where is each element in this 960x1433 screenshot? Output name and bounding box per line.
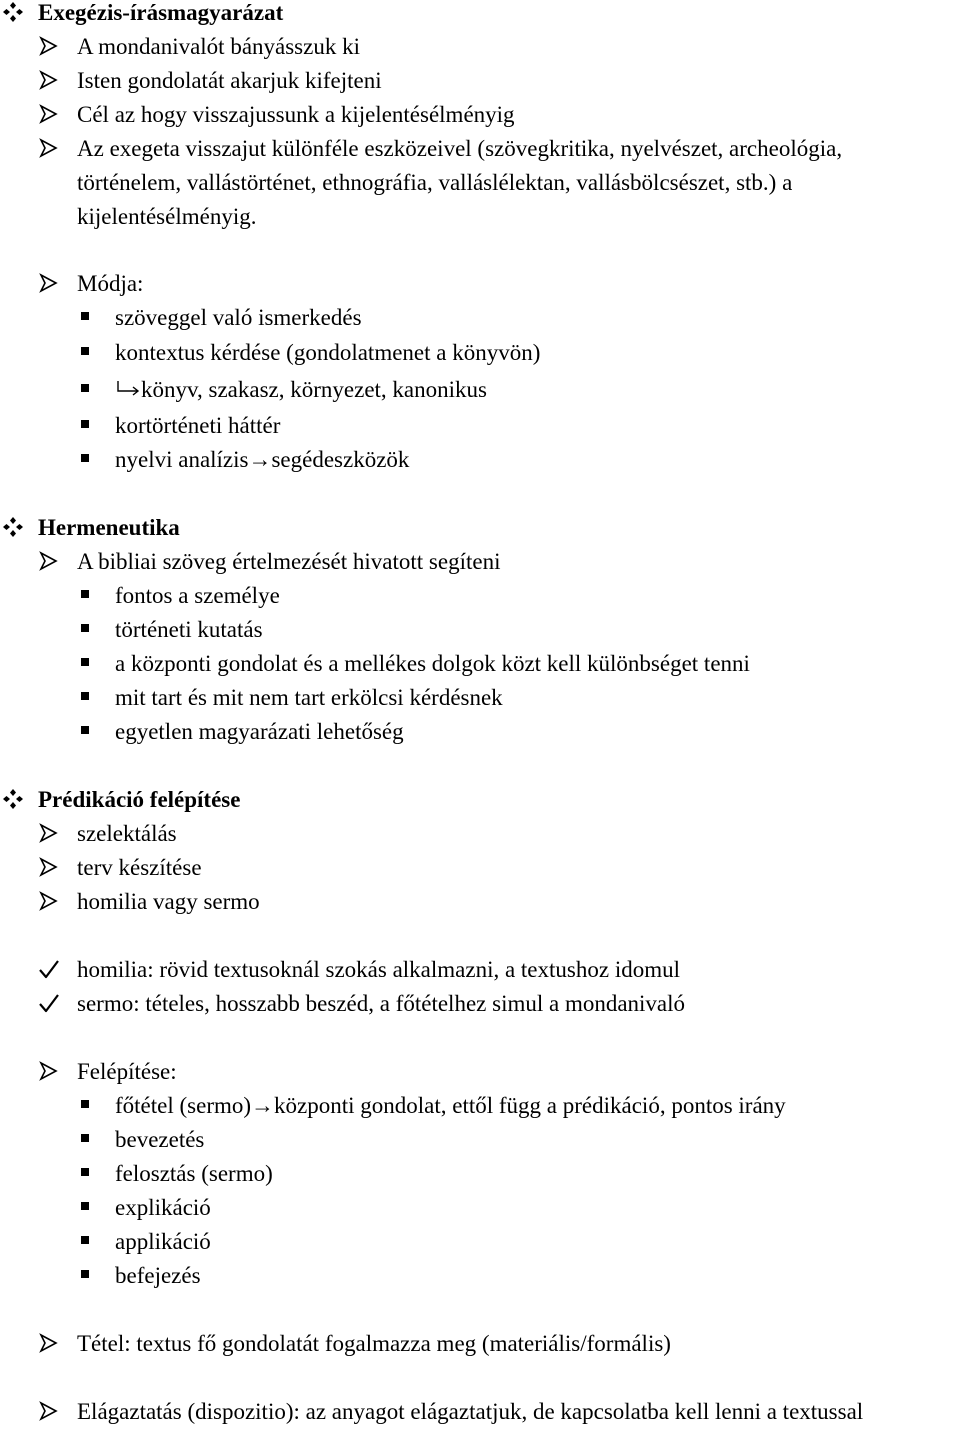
arrowhead-bullet-icon (38, 855, 62, 879)
arrowhead-bullet-icon (38, 68, 62, 92)
square-bullet-icon (76, 377, 100, 401)
sub-list-item-text: egyetlen magyarázati lehetőség (115, 719, 404, 744)
sub-list-item (0, 1161, 960, 1195)
list-item-text: homilia vagy sermo (77, 889, 260, 914)
sub-list-item (0, 719, 960, 753)
sub-list-item-text: főtétel (sermo)→központi gondolat, ettől függ a prédikáció, pontos irány (115, 1093, 786, 1118)
list-item (0, 821, 960, 855)
list-item-text: Isten gondolatát akarjuk kifejteni (77, 68, 382, 93)
sub-list-item (0, 685, 960, 719)
list-item (0, 855, 960, 889)
modja-label: Módja: (77, 271, 144, 296)
arrowhead-bullet-icon (38, 821, 62, 845)
felepitese-label: Felépítése: (77, 1059, 177, 1084)
section-heading-hermeneutika (0, 515, 960, 549)
arrowhead-bullet-icon (38, 271, 62, 295)
diamond-bullet-icon (2, 0, 26, 24)
square-bullet-icon (76, 305, 100, 329)
sub-list-item-text: mit tart és mit nem tart erkölcsi kérdésnek (115, 685, 503, 710)
square-bullet-icon (76, 1127, 100, 1151)
arrowhead-bullet-icon (38, 889, 62, 913)
section-heading-exegezis (0, 0, 960, 34)
sub-list-item (0, 377, 960, 411)
sub-list-item-text: könyv, szakasz, környezet, kanonikus (141, 377, 487, 402)
sub-list-item-text: bevezetés (115, 1127, 205, 1152)
arrowhead-bullet-icon (38, 136, 62, 160)
arrowhead-bullet-icon (38, 1331, 62, 1355)
sub-list-item-text: kontextus kérdése (gondolatmenet a könyvön) (115, 340, 541, 365)
sub-list-item-content (115, 377, 487, 403)
list-item-text: Elágaztatás (dispozitio): az anyagot elágaztatjuk, de kapcsolatba kell lenni a textussal (77, 1399, 864, 1424)
list-item-text: Tétel: textus fő gondolatát fogalmazza meg (materiális/formális) (77, 1331, 671, 1356)
sub-list-item (0, 413, 960, 447)
section-title: Prédikáció felépítése (38, 787, 241, 812)
sub-list-item (0, 651, 960, 685)
list-item-text: terv készítése (77, 855, 202, 880)
list-item (0, 1059, 960, 1093)
square-bullet-icon (76, 651, 100, 675)
square-bullet-icon (76, 719, 100, 743)
arrowhead-bullet-icon (38, 1399, 62, 1423)
sub-list-item (0, 340, 960, 374)
square-bullet-icon (76, 617, 100, 641)
section-heading-predikacio (0, 787, 960, 821)
sub-list-item (0, 1127, 960, 1161)
square-bullet-icon (76, 583, 100, 607)
sub-list-item (0, 1093, 960, 1127)
square-bullet-icon (76, 1229, 100, 1253)
list-item-text: Az exegeta visszajut különféle eszközeivel (szövegkritika, nyelvészet, archeológia, (77, 136, 843, 161)
list-item-text: Cél az hogy visszajussunk a kijelentésélményig (77, 102, 515, 127)
sub-list-item-text: befejezés (115, 1263, 201, 1288)
sub-list-item (0, 583, 960, 617)
list-item (0, 102, 960, 136)
sub-list-item-text: történeti kutatás (115, 617, 263, 642)
list-item-text: A mondanivalót bányásszuk ki (77, 34, 360, 59)
sub-list-item-text: nyelvi analízis→segédeszközök (115, 447, 410, 472)
list-item-text: kijelentésélményig. (77, 204, 257, 229)
sub-list-item (0, 1263, 960, 1297)
square-bullet-icon (76, 1263, 100, 1287)
check-item-text: homilia: rövid textusoknál szokás alkalmazni, a textushoz idomul (77, 957, 680, 982)
diamond-bullet-icon (2, 515, 26, 539)
section-title: Exegézis-írásmagyarázat (38, 0, 284, 25)
sub-list-item-text: fontos a személye (115, 583, 280, 608)
checkmark-icon (38, 957, 62, 981)
list-item (0, 271, 960, 305)
arrowhead-bullet-icon (38, 549, 62, 573)
checkmark-icon (38, 991, 62, 1015)
square-bullet-icon (76, 1093, 100, 1117)
list-item-continuation (0, 204, 960, 238)
list-item (0, 889, 960, 923)
check-item (0, 991, 960, 1025)
sub-list-item (0, 617, 960, 651)
check-item (0, 957, 960, 991)
square-bullet-icon (76, 340, 100, 364)
list-item-text: A bibliai szöveg értelmezését hivatott segíteni (77, 549, 501, 574)
sub-list-item-text: explikáció (115, 1195, 211, 1220)
sub-list-item-text: a központi gondolat és a mellékes dolgok közt kell különbséget tenni (115, 651, 750, 676)
square-bullet-icon (76, 1161, 100, 1185)
square-bullet-icon (76, 685, 100, 709)
sub-list-item-text: applikáció (115, 1229, 211, 1254)
section-title: Hermeneutika (38, 515, 180, 540)
list-item (0, 34, 960, 68)
list-item-text: történelem, vallástörténet, ethnográfia, valláslélektan, vallásbölcsészet, stb.) a (77, 170, 793, 195)
sub-list-item-text: kortörténeti háttér (115, 413, 281, 438)
check-item-text: sermo: tételes, hosszabb beszéd, a főtételhez simul a mondanivaló (77, 991, 686, 1016)
square-bullet-icon (76, 447, 100, 471)
list-item (0, 549, 960, 583)
sub-list-item-text: szöveggel való ismerkedés (115, 305, 362, 330)
list-item (0, 1399, 960, 1433)
diamond-bullet-icon (2, 787, 26, 811)
sub-list-item (0, 1229, 960, 1263)
list-item (0, 1331, 960, 1365)
sub-list-item (0, 447, 960, 481)
sub-list-item (0, 305, 960, 339)
arrowhead-bullet-icon (38, 102, 62, 126)
return-arrow-icon (115, 379, 141, 399)
list-item (0, 136, 960, 170)
square-bullet-icon (76, 413, 100, 437)
arrowhead-bullet-icon (38, 34, 62, 58)
arrowhead-bullet-icon (38, 1059, 62, 1083)
square-bullet-icon (76, 1195, 100, 1219)
list-item (0, 68, 960, 102)
sub-list-item-text: felosztás (sermo) (115, 1161, 273, 1186)
sub-list-item (0, 1195, 960, 1229)
list-item-text: szelektálás (77, 821, 177, 846)
list-item-continuation (0, 170, 960, 204)
